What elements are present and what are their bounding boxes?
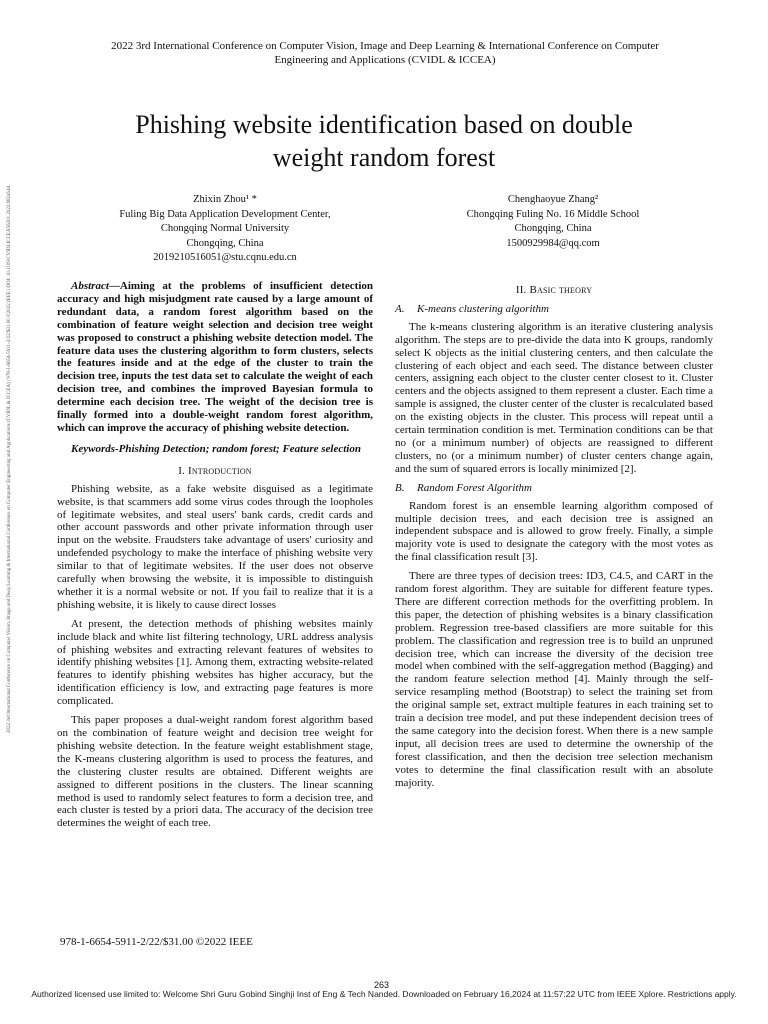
subsection-heading-random-forest xyxy=(395,482,713,495)
conference-line-1: 2022 3rd International Conference on Computer Vision, Image and Deep Learning & International Conference on Computer xyxy=(111,40,659,52)
subsection-heading-kmeans xyxy=(395,303,713,316)
author-affiliation: Fuling Big Data Application Development Center, xyxy=(119,208,331,220)
title-line-2: weight random forest xyxy=(272,143,496,172)
author-email: 1500929984@qq.com xyxy=(506,237,600,249)
license-notice: Authorized licensed use limited to: Welcome Shri Guru Gobind Singhji Inst of Eng & Tech Nanded. Downloaded on February 16,2024 at 11:57:22 UTC from IEEE Xplore. Restrictions apply. xyxy=(31,989,737,999)
left-column xyxy=(57,280,373,836)
conference-line-2: Engineering and Applications (CVIDL & ICCEA) xyxy=(274,54,496,66)
author-block-1 xyxy=(60,193,390,266)
author-name: Chenghaoyue Zhang² xyxy=(507,194,599,205)
subsection-number: A. xyxy=(395,302,405,315)
section-heading-basic-theory: II. Basic theory xyxy=(515,284,593,296)
author-block-2 xyxy=(388,193,718,251)
right-column xyxy=(395,284,713,796)
subsection-number: B. xyxy=(395,481,405,494)
intro-paragraph: At present, the detection methods of phishing websites mainly include black and white list filtering technology, URL address analysis of phishing websites and extracting relevant features of websites to identify phishing websites [1]. Among them, extracting website-related features to identify phishing websites has higher accuracy, but the identification efficiency is low, and extracting page features is more complicated. xyxy=(57,617,373,708)
abstract xyxy=(57,280,373,435)
abstract-text: —Aiming at the problems of insufficient detection accuracy and high misjudgment rate caused by a large amount of redundant data, a random forest algorithm based on the combination of feature weight selection and decision tree weight was proposed to construct a phishing website detection model. The feature data uses the clustering algorithm to form clusters, selects the features inside and at the edge of the cluster to train the decision tree, inputs the test data set to calculate the weight of each decision tree, and combines the improved Bayesian formula to determine each decision tree. The weight of the decision tree is finally formed into a double-weight random forest algorithm, which can improve the accuracy of phishing website detection. xyxy=(57,280,373,434)
title-line-1: Phishing website identification based on double xyxy=(135,110,633,139)
section-heading-introduction: I. Introduction xyxy=(178,464,252,477)
random-forest-paragraph: There are three types of decision trees: ID3, C4.5, and CART in the random forest algorithm. They are suitable for different feature types. There are different correction methods for the overfitting problem. In this paper, the detection of phishing websites is a binary classification problem. Regression tree-based classifiers are more suitable for this problem. The classification and regression tree is to build an unpruned decision tree, which can increase the diversity of the decision tree model when combined with the self-aggregation method (Bagging) and the random feature selection method [4]. Mainly through the self-service resampling method (Bootstrap) to select the training set from the original sample set, extract multiple features in each training set to train a decision tree model, and put these independent decision trees of the same category into the decision forest. When there is a new sample input, all decision trees are used to determine the ownership of the forest classification, and then the decision tree selection mechanism votes to determine the final classification result with an absolute majority. xyxy=(395,570,713,789)
author-email: 2019210516051@stu.cqnu.edu.cn xyxy=(153,252,297,263)
issn-line: 978-1-6654-5911-2/22/$31.00 ©2022 IEEE xyxy=(60,936,253,948)
paper-title xyxy=(70,108,698,174)
intro-paragraph: This paper proposes a dual-weight random forest algorithm based on the combination of feature weight and decision tree weight for phishing website detection. In the feature weight establishment stage, the K-means clustering algorithm is used to process the features, and the clustering cluster results are obtained. Different weights are assigned to different positions in the clusters. The linear scanning method is used to randomly select features to form a decision tree, and each cluster is tested by a priori data. The accuracy of the decision tree determines the weight of each tree. xyxy=(57,714,373,830)
abstract-label: Abstract xyxy=(71,280,109,292)
kmeans-paragraph: The k-means clustering algorithm is an iterative clustering analysis algorithm. The steps are to pre-divide the data into K groups, randomly select K objects as the initial clustering centers, and then calculate the clustering of each object and each seed. The distance between cluster centers, assigning each object to the cluster center closest to it. Cluster centers and the objects assigned to them represent a cluster. Each time a sample is assigned, the cluster center of the cluster is recalculated based on the existing objects in the cluster. This process will repeat until a certain termination condition is met. Termination conditions can be that no (or a minimum number) of objects are reassigned to different clusters, no (or a minimum number) of cluster centers change again, and the sum of squared errors is locally minimized [2]. xyxy=(395,320,713,475)
author-affiliation: Chongqing Fuling No. 16 Middle School xyxy=(466,208,640,220)
author-name: Zhixin Zhou¹ * xyxy=(193,194,257,205)
page-number: 263 xyxy=(374,980,390,990)
side-copyright-notice: 2022 3rd International Conference on Computer Vision, Image and Deep Learning & International Conference on Computer Engineering and Applications (CVIDL & ICCEA) | 978-1-6654-5911-2/22/$31.00 ©2022 IEEE | DOI: 10.1109/CVIDLICCEA56201.2022.9824544 xyxy=(7,185,12,733)
subsection-title: Random Forest Algorithm xyxy=(417,481,532,494)
random-forest-paragraph: Random forest is an ensemble learning algorithm composed of multiple decision trees, and each decision tree is assigned an independent subspace and is allowed to grow freely. Finally, a simple majority vote is used to designate the category with the most votes as the final classification result [3]. xyxy=(395,499,713,564)
author-affiliation: Chongqing Normal University xyxy=(160,223,290,234)
author-location: Chongqing, China xyxy=(186,237,264,249)
intro-paragraph: Phishing website, as a fake website disguised as a legitimate website, is that scammers add some virus codes through the loopholes of legitimate websites, and steal users' bank cards, credit cards and other account passwords and other private information through user input on the website. Fraudsters take advantage of users' curiosity and undefended psychology to make the interface of phishing website very similar to that of legitimate websites. If the user does not observe carefully when browsing the website, it is impossible to distinguish whether it is a normal website or not. If you fail to realize that it is a phishing website, it is likely to cause direct losses xyxy=(57,482,373,611)
subsection-title: K-means clustering algorithm xyxy=(417,302,549,315)
keywords: Keywords-Phishing Detection; random forest; Feature selection xyxy=(71,442,361,455)
author-location: Chongqing, China xyxy=(514,223,592,234)
conference-header xyxy=(80,39,690,67)
